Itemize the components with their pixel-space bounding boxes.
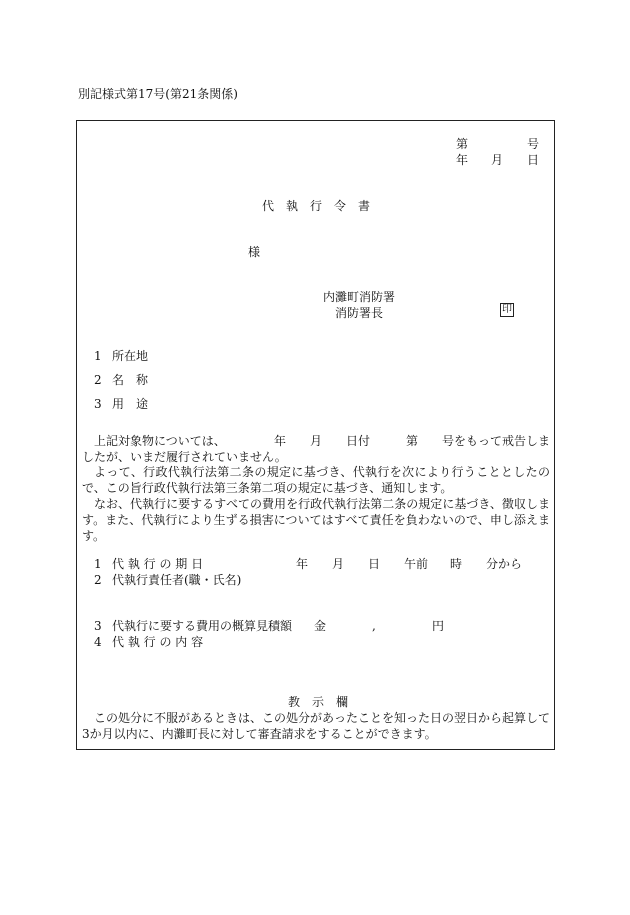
body-p1-prefix: 上記対象物については、 (94, 434, 226, 448)
date-day: 日 (527, 153, 540, 167)
target-item-num-1: 1 (94, 349, 102, 363)
detail-label-execution-content: 代 執 行 の 内 容 (112, 635, 204, 649)
detail-exec-day: 日 (368, 557, 381, 571)
target-item-use: 用 途 (112, 397, 149, 411)
detail-exec-year: 年 (296, 557, 309, 571)
body-paragraph-2: よって、行政代執行法第二条の規定に基づき、代執行を次により行うこととしたので、この旨行政代執行法第三条第二項の規定に基づき、通知します。 (82, 465, 550, 495)
date-month: 月 (491, 153, 504, 167)
body-p1-date: 日付 (346, 434, 371, 448)
detail-label-execution-date: 代 執 行 の 期 日 (112, 557, 204, 571)
body-p1-line2: したが、いまだ履行されていません。 (82, 450, 287, 464)
addressee-suffix: 様 (248, 245, 261, 259)
detail-exec-minute: 分から (486, 557, 523, 571)
number-prefix: 第 (456, 137, 469, 151)
body-paragraph-3: なお、代執行に要するすべての費用を行政代執行法第二条の規定に基づき、徴収します。また、代執行により生ずる損害についてはすべて責任を負わないので、申し添えます。 (82, 497, 550, 543)
instruction-title: 教 示 欄 (288, 695, 349, 709)
detail-num-2: 2 (94, 573, 102, 587)
document-title: 代 執 行 令 書 (262, 199, 371, 213)
body-p1-month: 月 (310, 434, 323, 448)
detail-exec-month: 月 (332, 557, 345, 571)
detail-num-3: 3 (94, 619, 102, 633)
instruction-text: この処分に不服があるときは、この処分があったことを知った日の翌日から起算して3か月以内に、内灘町長に対して審査請求をすることができます。 (82, 711, 550, 741)
detail-cost-yen: 円 (432, 619, 445, 633)
detail-label-estimated-cost: 代執行に要する費用の概算見積額 (112, 619, 293, 633)
detail-cost-comma: , (372, 619, 376, 633)
issuer-position: 消防署長 (335, 306, 384, 320)
detail-num-4: 4 (94, 635, 102, 649)
target-item-num-3: 3 (94, 397, 102, 411)
date-year: 年 (456, 153, 469, 167)
detail-cost-kin: 金 (314, 619, 327, 633)
body-p1-year: 年 (274, 434, 287, 448)
body-p1-suffix: 号をもって戒告しま (442, 434, 551, 448)
issuer-organization: 内灘町消防署 (323, 290, 396, 304)
number-suffix: 号 (527, 137, 540, 151)
detail-label-responsible-person: 代執行責任者(職・氏名) (112, 573, 242, 587)
target-item-location: 所在地 (112, 349, 149, 363)
body-p1-dai: 第 (406, 434, 419, 448)
form-reference: 別記様式第17号(第21条関係) (78, 87, 238, 101)
target-item-name: 名 称 (112, 373, 149, 387)
detail-num-1: 1 (94, 557, 102, 571)
detail-exec-am: 午前 (404, 557, 429, 571)
detail-exec-hour: 時 (450, 557, 463, 571)
seal-mark: 印 (502, 304, 512, 315)
target-item-num-2: 2 (94, 373, 102, 387)
